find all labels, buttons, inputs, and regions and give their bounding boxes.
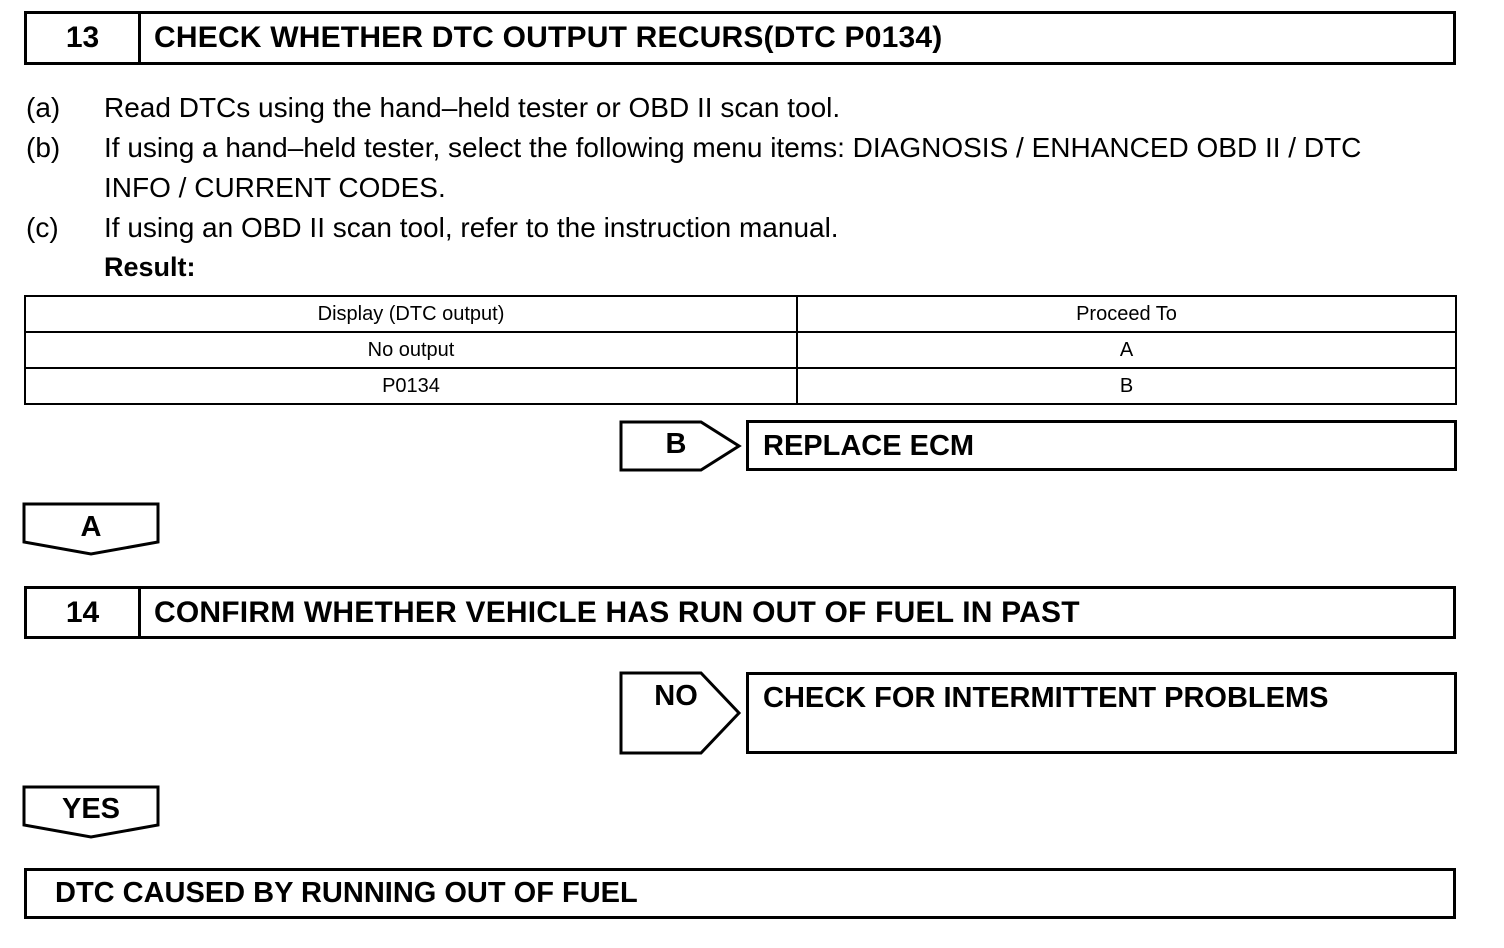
- instruction-b-label: (b): [26, 132, 61, 163]
- step-14-number: 14: [27, 589, 141, 636]
- branch-no-label: NO: [654, 680, 698, 712]
- branch-no-action: CHECK FOR INTERMITTENT PROBLEMS: [746, 672, 1457, 754]
- branch-b-action: REPLACE ECM: [746, 420, 1457, 471]
- table-cell-proceed: A: [797, 332, 1456, 368]
- instruction-a-label: (a): [26, 92, 61, 123]
- step-13-title: CHECK WHETHER DTC OUTPUT RECURS(DTC P0134): [154, 21, 943, 54]
- table-cell-display: P0134: [25, 368, 797, 404]
- table-header-proceed: Proceed To: [797, 296, 1456, 332]
- instruction-a: [26, 88, 1486, 128]
- instruction-c-label: (c): [26, 212, 59, 243]
- instruction-b-text-line1: If using a hand–held tester, select the following menu items: DIAGNOSIS / ENHANCED OBD II / DTC: [104, 132, 1362, 163]
- table-cell-display: No output: [25, 332, 797, 368]
- instruction-a-text: Read DTCs using the hand–held tester or OBD II scan tool.: [104, 92, 841, 123]
- final-result-box: DTC CAUSED BY RUNNING OUT OF FUEL: [24, 868, 1456, 919]
- table-header-row: [25, 296, 1456, 332]
- branch-yes-label: YES: [61, 793, 121, 825]
- table-row: [25, 368, 1456, 404]
- step-14-title: CONFIRM WHETHER VEHICLE HAS RUN OUT OF FUEL IN PAST: [154, 595, 1080, 629]
- table-cell-proceed: B: [797, 368, 1456, 404]
- table-row: [25, 332, 1456, 368]
- instruction-b-cont: [26, 168, 1486, 208]
- instruction-b: [26, 128, 1486, 168]
- instruction-b-text-line2: INFO / CURRENT CODES.: [104, 172, 446, 203]
- branch-b-label: B: [665, 428, 687, 460]
- step-13-number: 13: [27, 14, 141, 62]
- result-table: [24, 295, 1457, 405]
- table-header-display: Display (DTC output): [25, 296, 797, 332]
- instruction-c: [26, 208, 1486, 248]
- branch-a-label: A: [80, 511, 102, 543]
- result-label: Result:: [104, 252, 196, 282]
- step-14-header: [24, 586, 1456, 639]
- instruction-c-text: If using an OBD II scan tool, refer to the instruction manual.: [104, 212, 839, 243]
- step-13-header: [24, 11, 1456, 65]
